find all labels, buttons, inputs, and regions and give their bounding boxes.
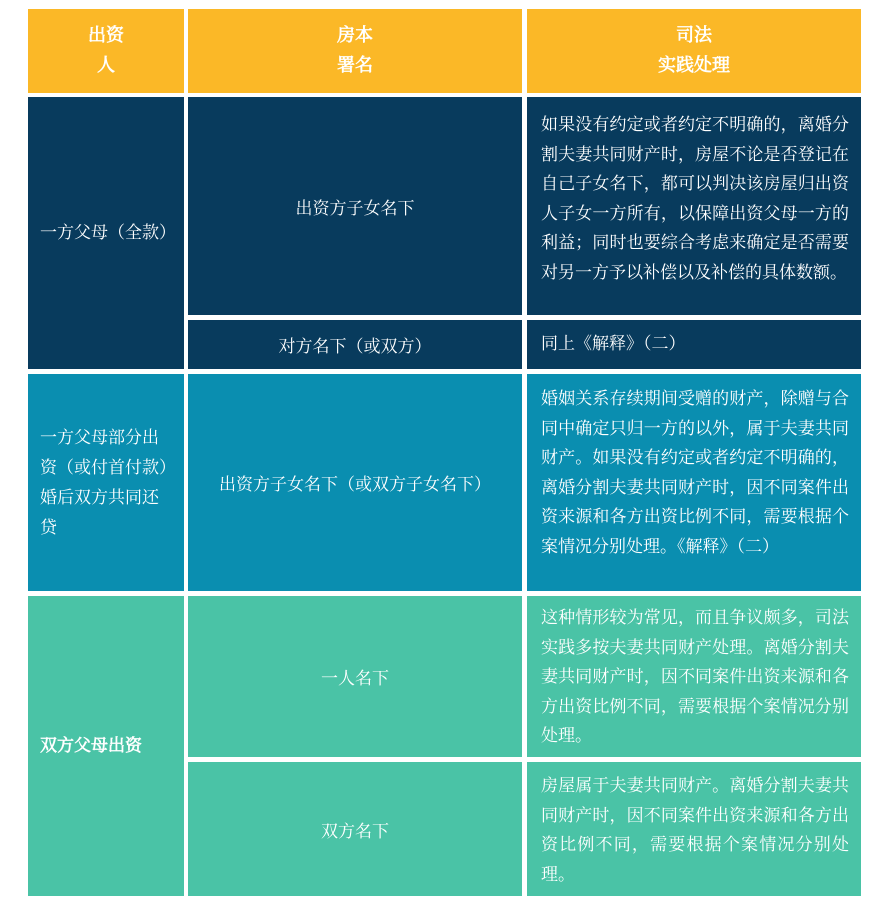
- deed-label: 一人名下: [321, 669, 389, 689]
- practice-text: 房屋属于夫妻共同财产。离婚分割夫妻共同财产时，因不同案件出资来源和各方出资比例不同，需要根据个案情况分别处理。: [541, 776, 849, 885]
- deed-label: 出资方子女名下: [295, 198, 415, 219]
- practice-cell: [527, 596, 861, 757]
- deed-cell: [188, 320, 522, 369]
- funder-cell-both-parents: [28, 596, 184, 896]
- deed-cell: [188, 596, 522, 757]
- practice-text: 如果没有约定或者约定不明确的，离婚分割夫妻共同财产时，房屋不论是否登记在自己子女名下，都可以判决该房屋归出资人子女一方所有，以保障出资父母一方的利益；同时也要综合考虑来确定是否需要对另一方予以补偿以及补偿的具体数额。: [541, 115, 849, 283]
- header-deed: 房本 署名: [188, 9, 522, 93]
- practice-cell: [527, 97, 861, 315]
- deed-label: 双方名下: [321, 821, 389, 842]
- deed-label: 对方名下（或双方）: [278, 337, 432, 357]
- practice-cell: [527, 320, 861, 369]
- header-practice: 司法 实践处理: [527, 9, 861, 93]
- practice-cell: [527, 762, 861, 896]
- deed-label: 出资方子女名下（或双方子女名下）: [219, 475, 491, 495]
- practice-text: 婚姻关系存续期间受赠的财产，除赠与合同中确定只归一方的以外，属于夫妻共同财产。如果没有约定或者约定不明确的，离婚分割夫妻共同财产时，因不同案件出资来源和各方出资比例不同，需要根据个案情况分别处理。《解释》（二）: [541, 389, 849, 557]
- funder-label: 一方父母（全款）: [40, 223, 176, 243]
- funder-cell-one-parent-full: [28, 97, 184, 369]
- practice-text: 这种情形较为常见，而且争议颇多，司法实践多按夫妻共同财产处理。离婚分割夫妻共同财产时，因不同案件出资来源和各方出资比例不同，需要根据个案情况分别处理。: [541, 608, 849, 746]
- deed-cell: [188, 762, 522, 896]
- header-funder: 出资 人: [28, 9, 184, 93]
- practice-cell: [527, 374, 861, 591]
- funder-label: 双方父母出资: [40, 736, 142, 756]
- funder-cell-one-parent-partial: [28, 374, 184, 591]
- deed-cell: [188, 374, 522, 591]
- practice-text: 同上《解释》（二）: [541, 334, 686, 354]
- deed-cell: [188, 97, 522, 315]
- funder-label: 一方父母部分出资（或付首付款）婚后双方共同还贷: [40, 427, 168, 538]
